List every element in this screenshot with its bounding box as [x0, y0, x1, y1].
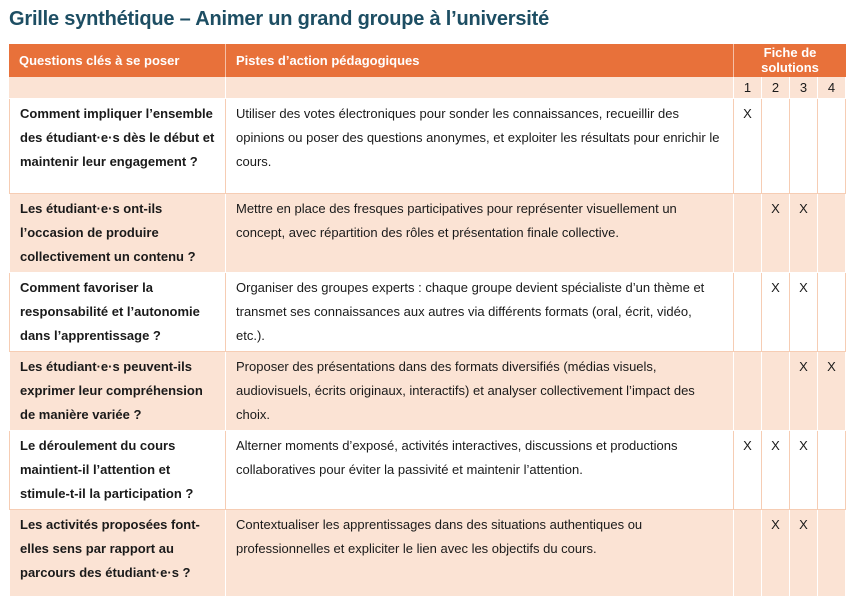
question-cell: Les activités proposées font-elles sens par rapport au parcours des étudiant·e·s ?	[9, 510, 226, 597]
mark-cell: X	[790, 352, 818, 431]
mark-cell	[818, 510, 846, 597]
mark-cell: X	[762, 273, 790, 352]
page-title: Grille synthétique – Animer un grand groupe à l’université	[9, 8, 549, 30]
mark-cell: X	[790, 431, 818, 510]
table-row	[9, 99, 846, 194]
fiche-number-4: 4	[818, 77, 846, 99]
mark-cell	[734, 352, 762, 431]
mark-cell	[734, 273, 762, 352]
column-header-questions: Questions clés à se poser	[9, 44, 226, 77]
mark-cell: X	[762, 194, 790, 273]
piste-cell: Proposer des présentations dans des formats diversifiés (médias visuels, audiovisuels, écrits originaux, interactifs) et analyser collectivement l’impact des choix.	[226, 352, 734, 431]
table-row	[9, 510, 846, 597]
piste-cell: Organiser des groupes experts : chaque groupe devient spécialiste d’un thème et transmet ses connaissances aux autres via différents formats (oral, écrit, vidéo, etc.).	[226, 273, 734, 352]
mark-cell: X	[790, 273, 818, 352]
table-row	[9, 352, 846, 431]
question-cell: Les étudiant·e·s peuvent-ils exprimer leur compréhension de manière variée ?	[9, 352, 226, 431]
mark-cell: X	[762, 431, 790, 510]
table-row	[9, 431, 846, 510]
fiche-numbers-row	[9, 77, 846, 99]
question-cell: Le déroulement du cours maintient-il l’attention et stimule-t-il la participation ?	[9, 431, 226, 510]
piste-cell: Alterner moments d’exposé, activités interactives, discussions et productions collaboratives pour éviter la passivité et maintenir l’attention.	[226, 431, 734, 510]
question-cell: Comment favoriser la responsabilité et l’autonomie dans l’apprentissage ?	[9, 273, 226, 352]
mark-cell: X	[734, 431, 762, 510]
mark-cell: X	[762, 510, 790, 597]
mark-cell: X	[790, 510, 818, 597]
fiche-number-2: 2	[762, 77, 790, 99]
column-header-pistes: Pistes d’action pédagogiques	[226, 44, 734, 77]
mark-cell	[734, 194, 762, 273]
fiche-number-3: 3	[790, 77, 818, 99]
column-header-fiche-de-solutions: Fiche de solutions	[734, 44, 846, 77]
empty-cell	[226, 77, 734, 99]
fiche-number-1: 1	[734, 77, 762, 99]
mark-cell	[790, 99, 818, 194]
mark-cell	[734, 510, 762, 597]
table-header-row	[9, 44, 846, 77]
piste-cell: Contextualiser les apprentissages dans des situations authentiques ou professionnelles et expliciter le lien avec les objectifs du cours.	[226, 510, 734, 597]
mark-cell	[818, 431, 846, 510]
question-cell: Comment impliquer l’ensemble des étudiant·e·s dès le début et maintenir leur engagement ?	[9, 99, 226, 194]
mark-cell: X	[734, 99, 762, 194]
table-row	[9, 194, 846, 273]
piste-cell: Utiliser des votes électroniques pour sonder les connaissances, recueillir des opinions ou poser des questions anonymes, et exploiter les résultats pour enrichir le cours.	[226, 99, 734, 194]
mark-cell	[818, 99, 846, 194]
mark-cell	[762, 99, 790, 194]
mark-cell	[818, 273, 846, 352]
mark-cell: X	[790, 194, 818, 273]
question-cell: Les étudiant·e·s ont-ils l’occasion de produire collectivement un contenu ?	[9, 194, 226, 273]
mark-cell	[762, 352, 790, 431]
mark-cell: X	[818, 352, 846, 431]
empty-cell	[9, 77, 226, 99]
mark-cell	[818, 194, 846, 273]
synthesis-grid-table	[9, 44, 846, 597]
piste-cell: Mettre en place des fresques participatives pour représenter visuellement un concept, avec répartition des rôles et présentation finale collective.	[226, 194, 734, 273]
table-row	[9, 273, 846, 352]
